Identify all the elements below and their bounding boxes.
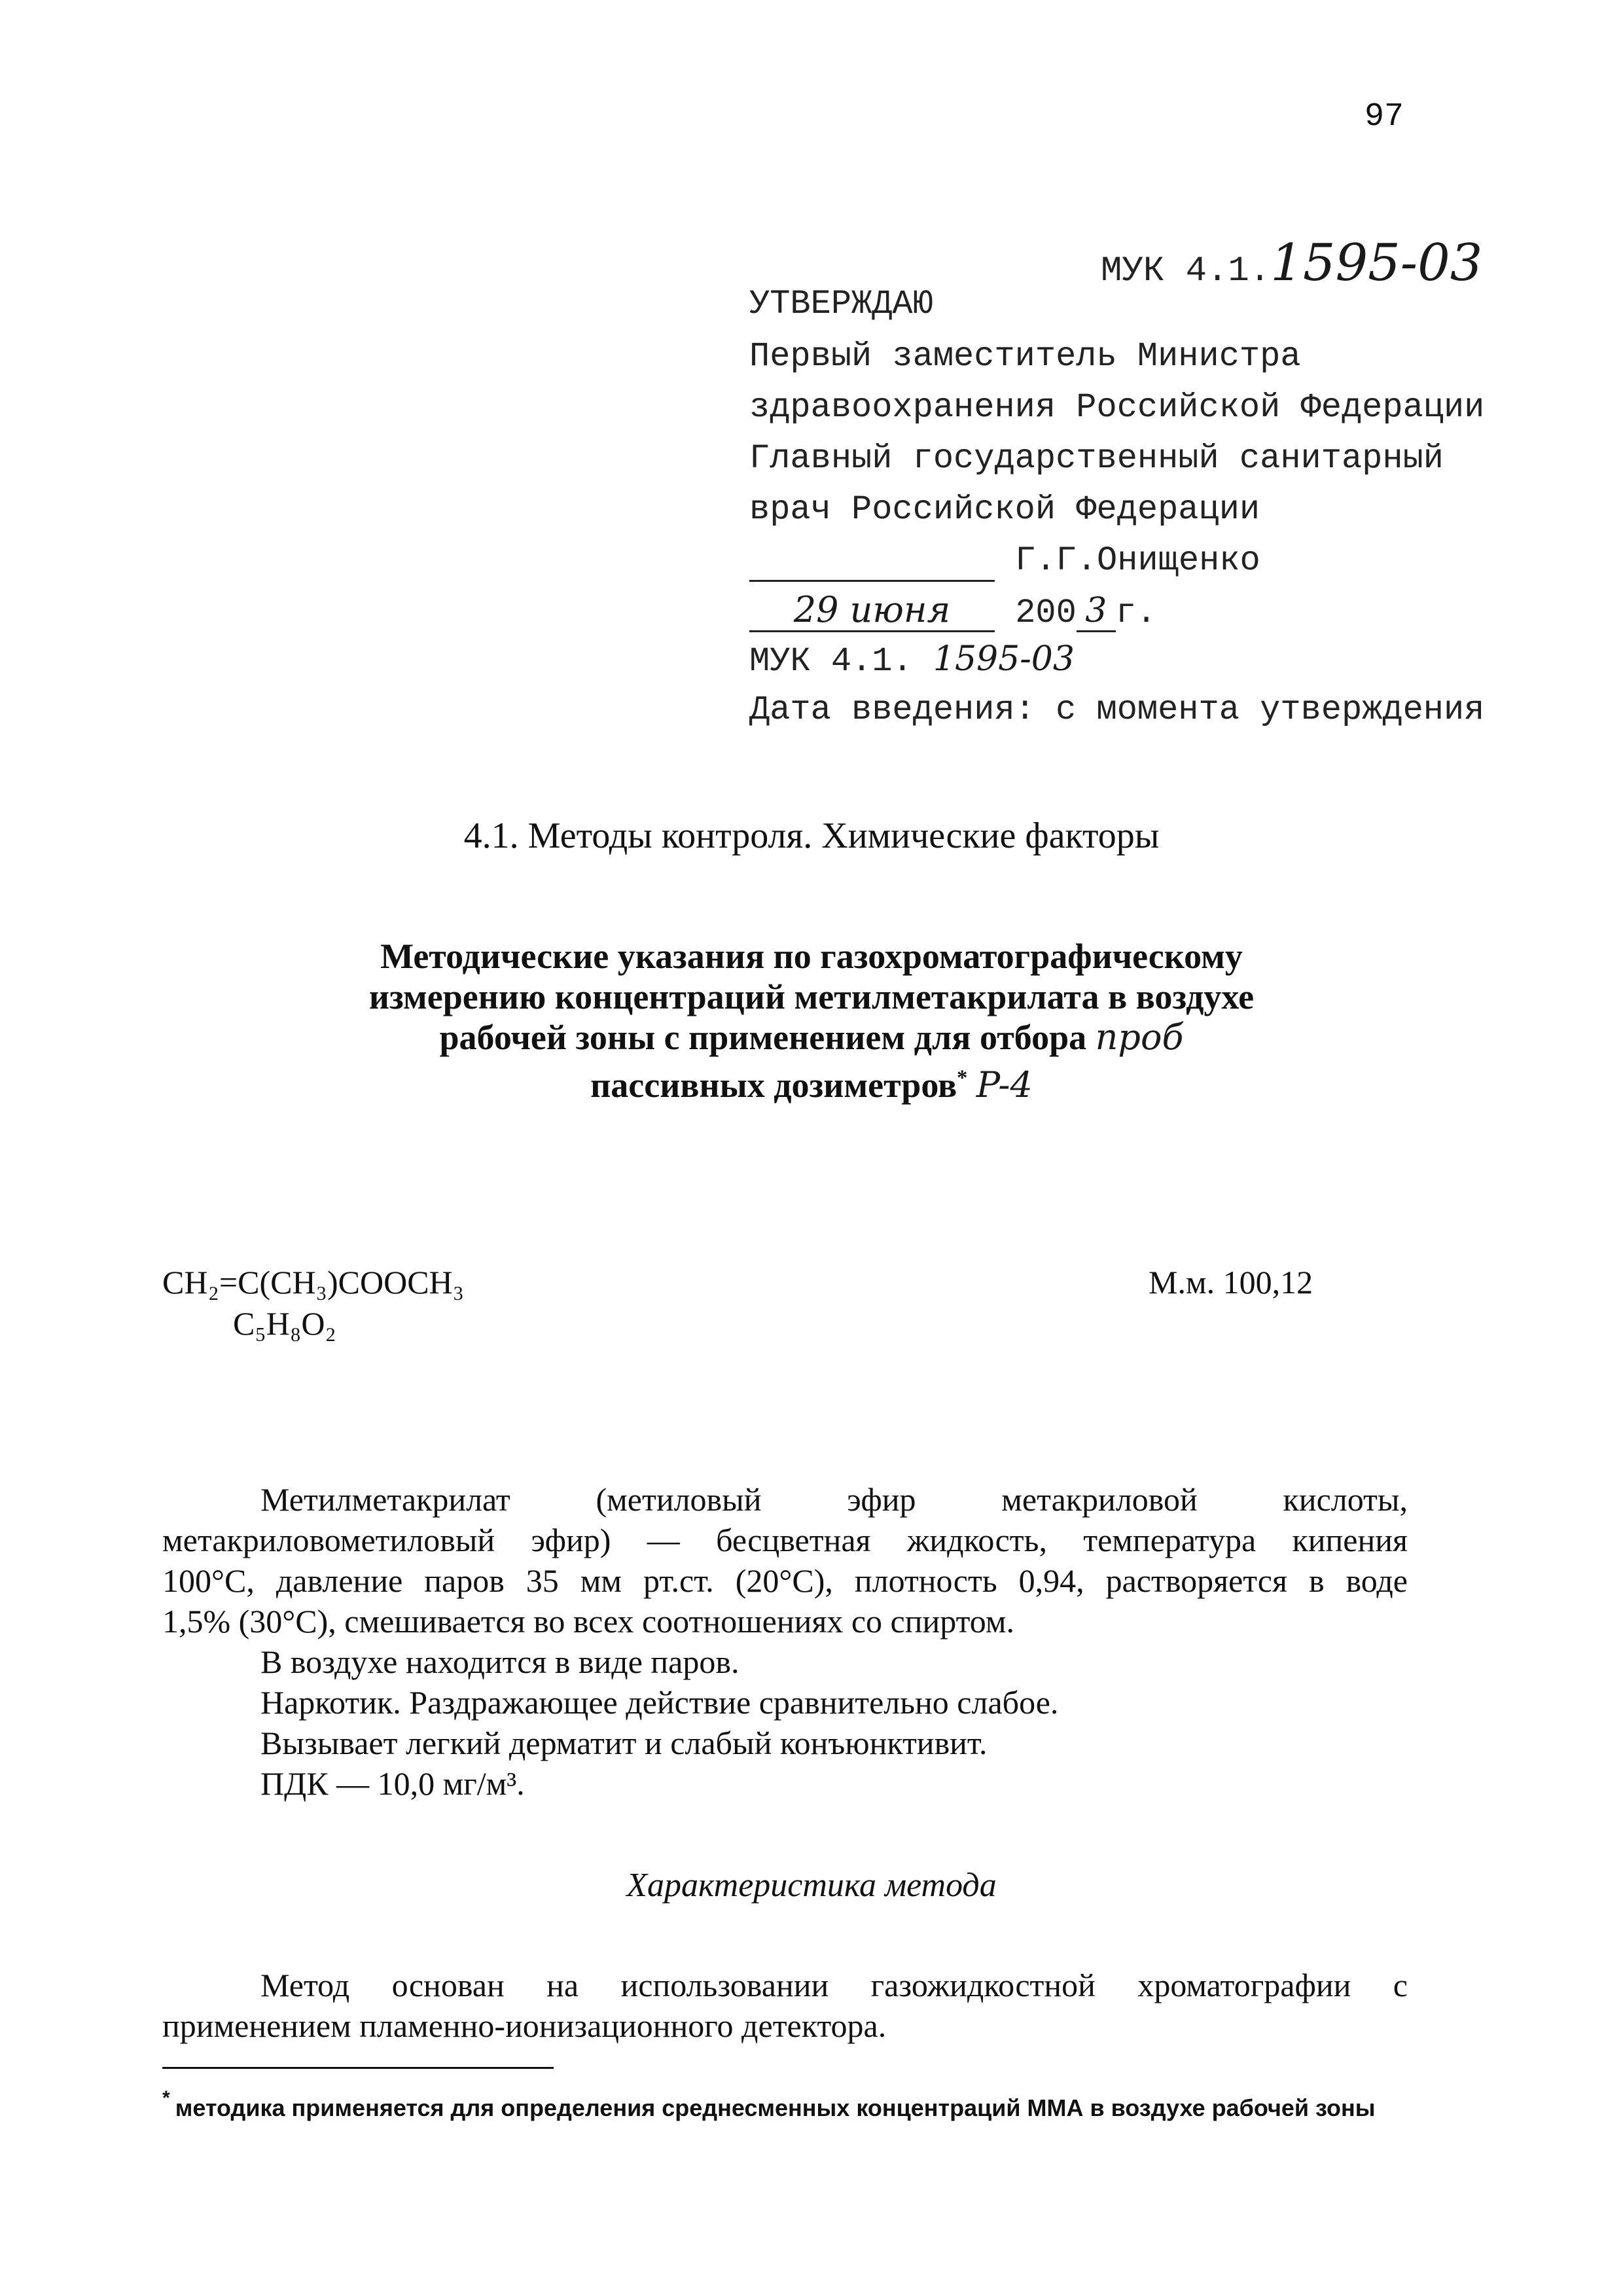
method-line-1: Метод основан на использовании газожидкостной хроматографии с — [260, 1967, 1408, 2003]
footnote-divider — [162, 2067, 554, 2069]
paragraph-line-2: метакриловометиловый эфир) — бесцветная жидкость, температура кипения — [162, 1522, 1408, 1558]
description-paragraph — [162, 1479, 1408, 1649]
signature-line — [749, 541, 1260, 582]
footnote — [162, 2087, 1376, 2122]
fact-narcotic: Наркотик. Раздражающее действие сравнительно слабое. — [260, 1684, 1059, 1721]
role-line-2: здравоохранения Российской Федерации — [749, 388, 1485, 427]
role-line-3: Главный государственный санитарный — [749, 439, 1444, 478]
footnote-text: методика применяется для определения среднесменных концентраций ММА в воздухе рабочей зоны — [175, 2094, 1376, 2121]
document-code-top — [1101, 234, 1482, 293]
document-title — [0, 936, 1623, 1105]
date-handwritten: 29 июня — [749, 589, 995, 632]
role-line-1: Первый заместитель Министра — [749, 337, 1301, 376]
title-line-1: Методические указания по газохроматографическому — [380, 937, 1243, 976]
paragraph-line-4: 1,5% (30°С), смешивается во всех соотношениях со спиртом. — [162, 1603, 1014, 1640]
code-handwritten: 1595-03 — [1270, 234, 1483, 293]
molar-mass: М.м. 100,12 — [1149, 1264, 1313, 1300]
method-line-2: применением пламенно-ионизационного детектора. — [162, 2007, 887, 2044]
molecular-formula: C₅H₈O₂ — [233, 1305, 336, 1342]
footnote-ref: * — [957, 1066, 968, 1090]
paragraph-line-1: Метилметакрилат (метиловый эфир метакриловой кислоты, — [260, 1481, 1408, 1518]
fact-effects: Вызывает легкий дерматит и слабый конъюнктивит. — [260, 1725, 988, 1761]
approve-heading: УТВЕРЖДАЮ — [749, 285, 933, 323]
signatory-name: Г.Г.Онищенко — [1015, 541, 1260, 580]
page-number: 97 — [1364, 98, 1404, 135]
structural-formula: CH₂=C(CH₃)COOCH₃ — [162, 1264, 465, 1300]
date-line — [749, 589, 1156, 632]
role-line-4: врач Российской Федерации — [749, 490, 1260, 529]
title-handwritten-code: P-4 — [976, 1064, 1033, 1105]
paragraph-line-3: 100°С, давление паров 35 мм рт.ст. (20°С), плотность 0,94, растворяется в воде — [162, 1562, 1408, 1599]
method-heading: Характеристика метода — [626, 1867, 997, 1904]
title-handwritten-word: проб — [1095, 1016, 1184, 1058]
section-heading: 4.1. Методы контроля. Химические факторы — [463, 816, 1160, 856]
signature-blank — [749, 541, 995, 582]
effective-date: Дата введения: с момента утверждения — [749, 691, 1485, 729]
year-suffix: г. — [1115, 594, 1157, 632]
year-handwritten: 3 — [1077, 591, 1116, 632]
title-line-4: пассивных дозиметров* P-4 — [590, 1064, 1033, 1105]
fact-pdk: ПДК — 10,0 мг/м³. — [260, 1765, 525, 1802]
code-printed: МУК 4.1. — [1101, 251, 1271, 291]
footnote-mark: * — [162, 2087, 170, 2109]
method-paragraph — [162, 1965, 1408, 2050]
title-line-2: измерению концентраций метилметакрилата в воздухе — [368, 977, 1255, 1016]
code2-printed: МУК 4.1. — [749, 642, 913, 681]
code2-handwritten: 1595-03 — [933, 639, 1075, 679]
fact-state: В воздухе находится в виде паров. — [260, 1643, 740, 1680]
document-code-second — [749, 639, 1075, 681]
title-line-3: рабочей зоны с применением для отбора проб — [439, 1016, 1184, 1058]
facts-list — [260, 1641, 1408, 1804]
year-printed: 200 — [1015, 594, 1077, 632]
